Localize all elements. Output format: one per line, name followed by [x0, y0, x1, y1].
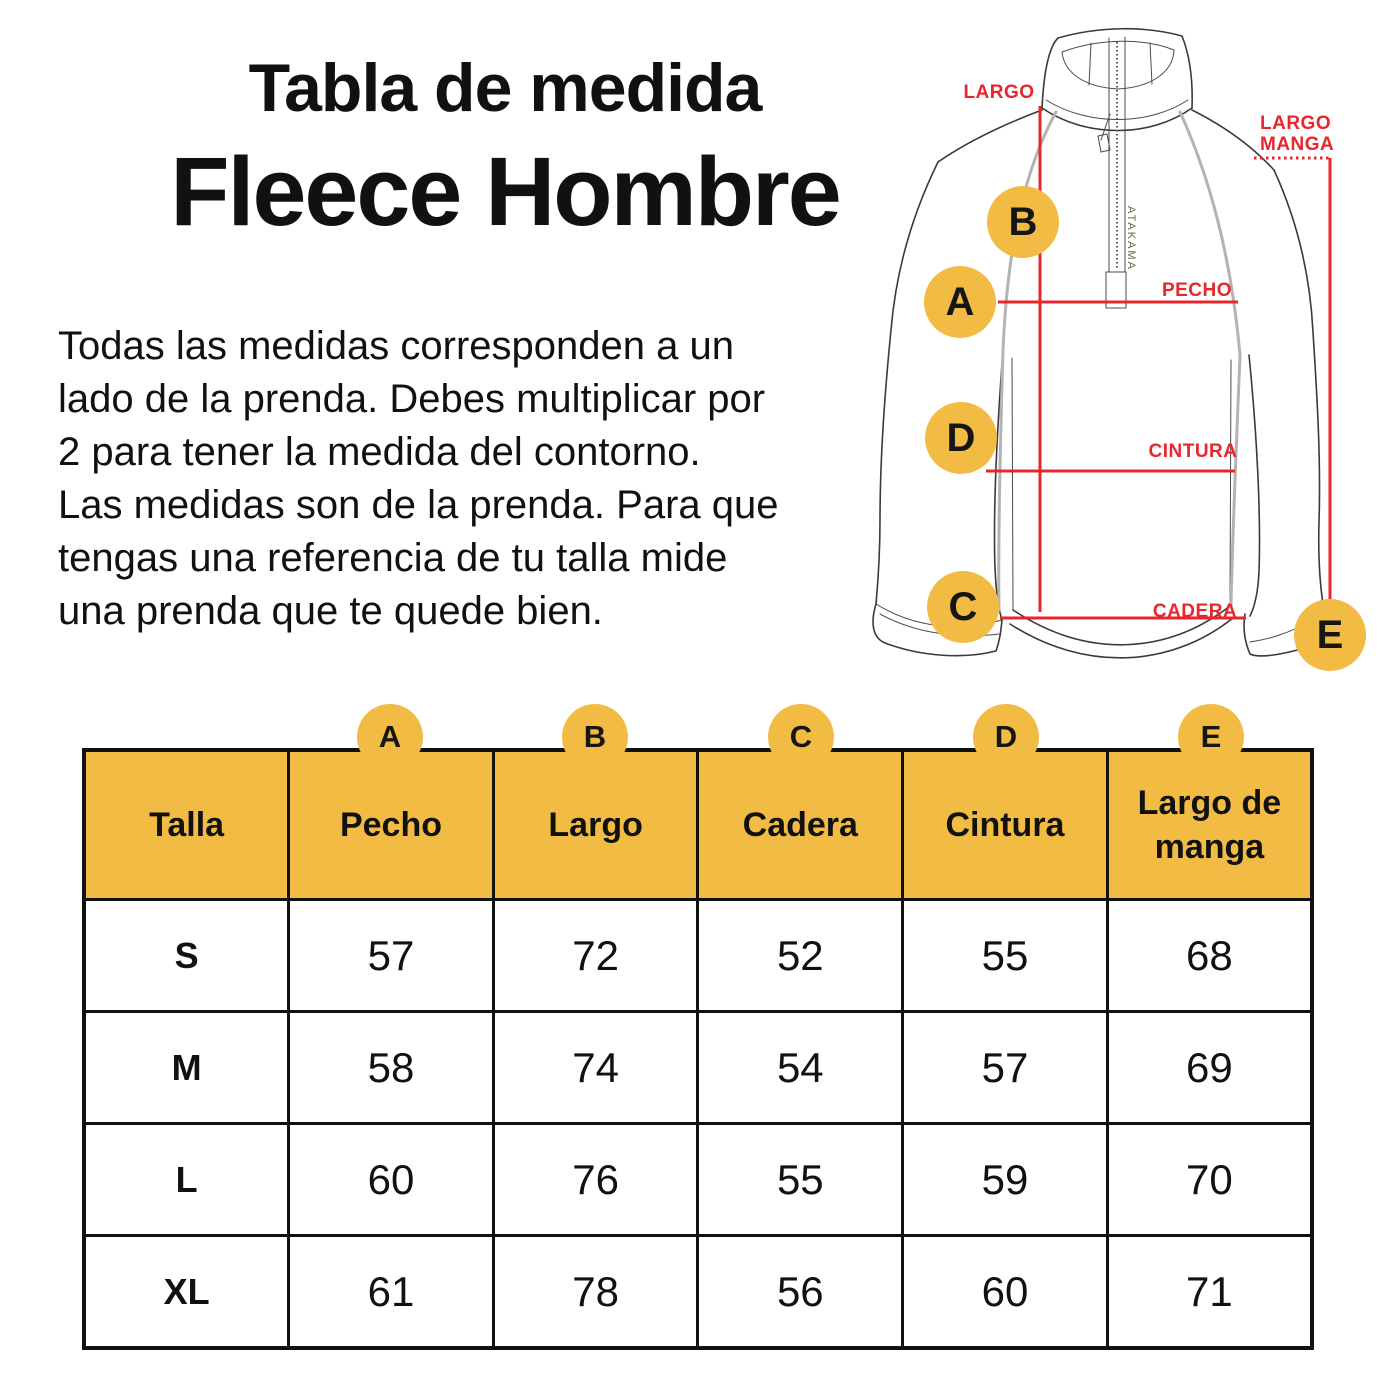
marker-b-badge: B: [987, 186, 1059, 258]
value-cell: 60: [289, 1124, 494, 1236]
size-table: [82, 748, 1314, 1350]
marker-c-badge: C: [927, 571, 999, 643]
header-talla: Talla: [84, 750, 289, 900]
description-line: tengas una referencia de tu talla mide: [58, 536, 728, 580]
measurement-description: [58, 320, 888, 638]
value-cell: 57: [289, 900, 494, 1012]
largo-manga-label: LARGO MANGA: [1260, 113, 1335, 155]
description-line: Las medidas son de la prenda. Para que: [58, 483, 779, 527]
column-marker-c: C: [768, 704, 834, 770]
value-cell: 69: [1107, 1012, 1312, 1124]
pecho-label: PECHO: [1161, 280, 1233, 301]
header-pecho: Pecho: [289, 750, 494, 900]
cintura-label: CINTURA: [1148, 441, 1238, 462]
marker-e-badge: E: [1294, 599, 1366, 671]
brand-label: ATAKAMA: [1125, 206, 1137, 271]
marker-d-badge: D: [925, 402, 997, 474]
fleece-measurement-diagram: [860, 10, 1390, 690]
description-line: Todas las medidas corresponden a un: [58, 324, 734, 368]
value-cell: 78: [493, 1236, 698, 1349]
size-cell: XL: [84, 1236, 289, 1349]
value-cell: 55: [903, 900, 1108, 1012]
header-cintura: Cintura: [903, 750, 1108, 900]
column-marker-b: B: [562, 704, 628, 770]
size-table-section: [82, 719, 1314, 1328]
size-cell: L: [84, 1124, 289, 1236]
value-cell: 72: [493, 900, 698, 1012]
title-block: [55, 38, 955, 246]
size-cell: S: [84, 900, 289, 1012]
value-cell: 52: [698, 900, 903, 1012]
table-row: [84, 1012, 1312, 1124]
value-cell: 61: [289, 1236, 494, 1349]
largo-label: LARGO: [963, 82, 1035, 103]
value-cell: 76: [493, 1124, 698, 1236]
value-cell: 57: [903, 1012, 1108, 1124]
table-row: [84, 1236, 1312, 1349]
header-largo: Largo: [493, 750, 698, 900]
description-line: una prenda que te quede bien.: [58, 589, 603, 633]
marker-a-badge: A: [924, 266, 996, 338]
column-marker-d: D: [973, 704, 1039, 770]
header-cadera: Cadera: [698, 750, 903, 900]
value-cell: 68: [1107, 900, 1312, 1012]
page-subtitle: Fleece Hombre: [170, 137, 840, 246]
value-cell: 58: [289, 1012, 494, 1124]
description-line: 2 para tener la medida del contorno.: [58, 430, 701, 474]
value-cell: 59: [903, 1124, 1108, 1236]
value-cell: 55: [698, 1124, 903, 1236]
page-title: Tabla de medida: [248, 50, 762, 126]
table-header-row: [84, 750, 1312, 900]
table-row: [84, 900, 1312, 1012]
value-cell: 70: [1107, 1124, 1312, 1236]
value-cell: 74: [493, 1012, 698, 1124]
value-cell: 71: [1107, 1236, 1312, 1349]
value-cell: 56: [698, 1236, 903, 1349]
description-line: lado de la prenda. Debes multiplicar por: [58, 377, 766, 421]
cadera-label: CADERA: [1152, 601, 1238, 622]
value-cell: 60: [903, 1236, 1108, 1349]
header-largo-manga: Largo de manga: [1107, 750, 1312, 900]
size-cell: M: [84, 1012, 289, 1124]
value-cell: 54: [698, 1012, 903, 1124]
table-row: [84, 1124, 1312, 1236]
column-marker-a: A: [357, 704, 423, 770]
column-marker-e: E: [1178, 704, 1244, 770]
